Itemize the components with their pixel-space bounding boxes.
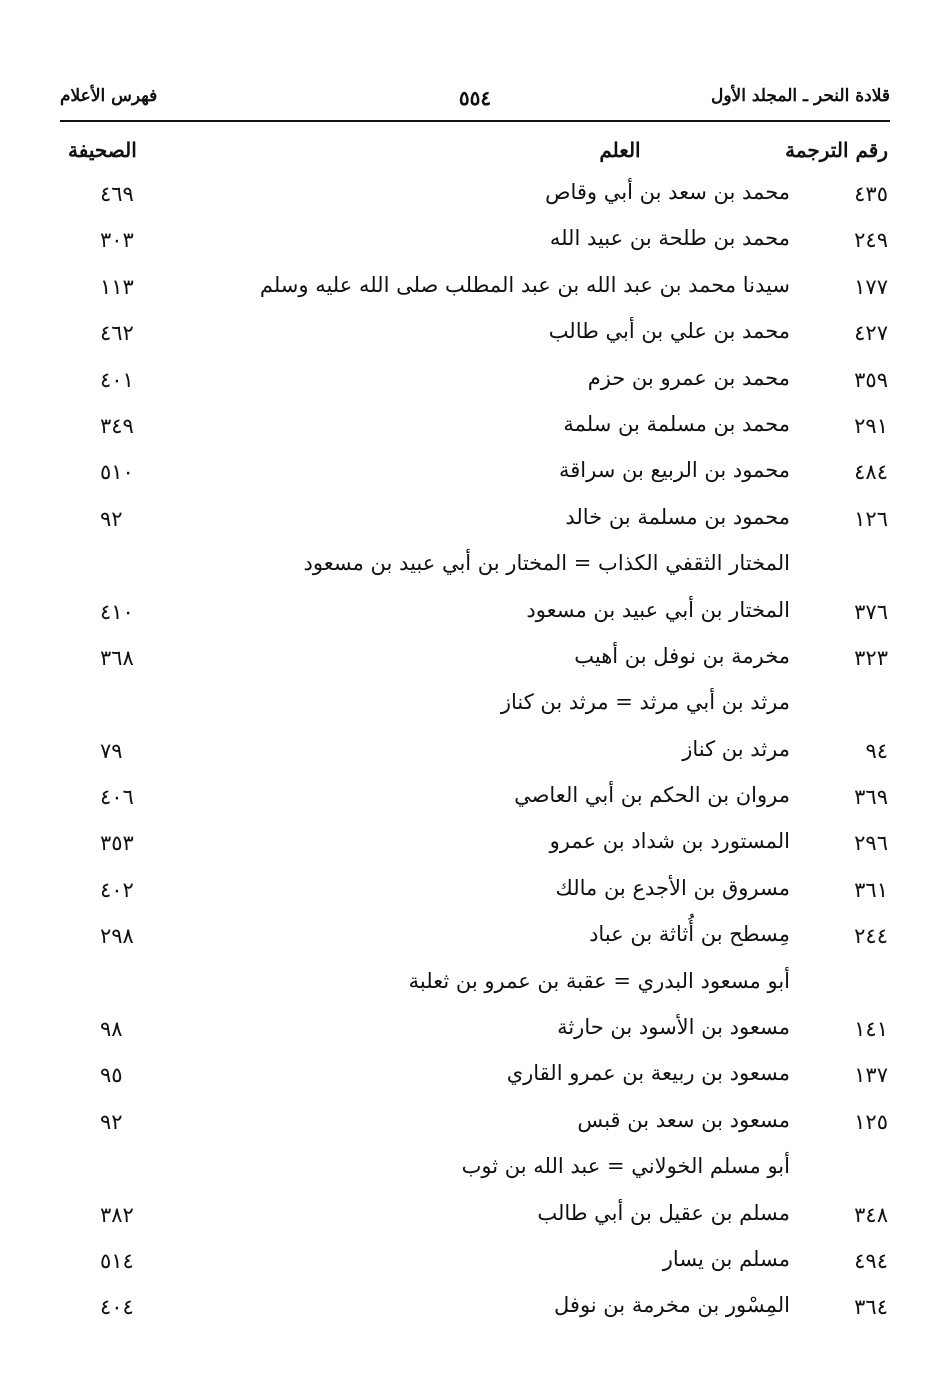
entry-name: سيدنا محمد بن عبد الله بن عبد المطلب صلى الله عليه وسلم: [259, 272, 790, 297]
index-entry: [0, 594, 950, 640]
entry-page: ٩٢: [100, 506, 123, 531]
entry-name: محمد بن طلحة بن عبيد الله: [549, 226, 790, 251]
entry-name: مسلم بن يسار: [662, 1246, 790, 1271]
index-entry: [0, 454, 950, 500]
index-entry: [0, 872, 950, 918]
entry-page: ٣٨٢: [100, 1202, 134, 1227]
entry-page: ٩٨: [100, 1017, 123, 1042]
entry-number: ٤٨٤: [854, 460, 888, 485]
index-entry: [0, 779, 950, 825]
entry-name: المستورد بن شداد بن عمرو: [549, 829, 790, 854]
entry-name: مسعود بن الأسود بن حارثة: [557, 1015, 790, 1040]
entry-name: محمود بن الربيع بن سراقة: [559, 458, 790, 483]
index-entry: [0, 825, 950, 871]
entry-name: مِسطح بن أُثاثة بن عباد: [589, 922, 790, 947]
entry-name: مروان بن الحكم بن أبي العاصي: [514, 783, 790, 808]
entry-name: أبو مسعود البدري = عقبة بن عمرو بن ثعلبة: [408, 968, 790, 993]
entry-name: محمد بن سعد بن أبي وقاص: [545, 180, 790, 204]
entry-number: ٢٩٦: [854, 831, 888, 856]
entry-name: المختار بن أبي عبيد بن مسعود: [526, 597, 790, 622]
entry-page: ٣٠٣: [100, 228, 134, 253]
entry-page: ٢٩٨: [100, 924, 134, 949]
entry-number: ٤٩٤: [854, 1248, 888, 1273]
header-rule: [60, 120, 890, 122]
index-entry: [0, 1197, 950, 1243]
entry-number: ١٧٧: [854, 274, 888, 299]
index-entry: [0, 1011, 950, 1057]
entry-number: ٣٤٨: [854, 1202, 888, 1227]
entry-name: أبو مسلم الخولاني = عبد الله بن ثوب: [461, 1154, 790, 1179]
entry-name: محمود بن مسلمة بن خالد: [565, 504, 790, 529]
index-entry: [0, 176, 950, 222]
entry-name: المِسْور بن مخرمة بن نوفل: [554, 1293, 790, 1318]
index-entry: [0, 501, 950, 547]
running-header: [60, 86, 890, 116]
entry-page: ٩٥: [100, 1063, 123, 1088]
page-number: ٥٥٤: [458, 86, 492, 110]
column-header-page: الصحيفة: [68, 138, 137, 162]
entry-page: ٤٠١: [100, 367, 134, 392]
index-entry: [0, 1104, 950, 1150]
entry-name: مسعود بن ربيعة بن عمرو القاري: [506, 1061, 790, 1086]
entry-name: محمد بن علي بن أبي طالب: [548, 319, 790, 344]
entry-number: ٣٥٩: [854, 367, 888, 392]
index-entry: [0, 408, 950, 454]
entry-number: ٩٤: [865, 738, 888, 763]
index-entry: [0, 918, 950, 964]
entry-page: ١١٣: [100, 274, 134, 299]
entry-name: مسروق بن الأجدع بن مالك: [555, 875, 790, 900]
entry-number: ٣٧٦: [854, 599, 888, 624]
entry-name: مسعود بن سعد بن قبس: [577, 1107, 790, 1132]
entry-number: ٢٩١: [854, 413, 888, 438]
entry-page: ٤٠٢: [100, 877, 134, 902]
entry-page: ٣٤٩: [100, 413, 134, 438]
entry-page: ٩٢: [100, 1109, 123, 1134]
index-entry: [0, 222, 950, 268]
column-header-number: رقم الترجمة: [785, 138, 888, 162]
entry-page: ٧٩: [100, 738, 123, 763]
index-entry: [0, 733, 950, 779]
entry-page: ٥١٤: [100, 1248, 134, 1273]
entry-page: ٤٦٢: [100, 321, 134, 346]
entry-number: ٤٢٧: [854, 321, 888, 346]
entry-page: ٤٠٦: [100, 785, 134, 810]
entry-number: ٣٦٤: [854, 1295, 888, 1320]
section-title: فهرس الأعلام: [60, 86, 158, 106]
entry-page: ٣٦٨: [100, 645, 134, 670]
entry-page: ٥١٠: [100, 460, 134, 485]
entry-number: ٢٤٩: [854, 228, 888, 253]
entry-name: محمد بن مسلمة بن سلمة: [563, 411, 790, 436]
entry-name: مخرمة بن نوفل بن أهيب: [574, 643, 790, 668]
entry-number: ٤٣٥: [854, 182, 888, 206]
entry-number: ١٢٥: [854, 1109, 888, 1134]
entry-number: ١٣٧: [854, 1063, 888, 1088]
book-title: قلادة النحر ـ المجلد الأول: [710, 86, 890, 106]
entry-number: ٢٤٤: [854, 924, 888, 949]
index-entry: [0, 965, 950, 1011]
index-entry: [0, 315, 950, 361]
entry-name: مرثد بن أبي مرثد = مرثد بن كناز: [500, 690, 790, 715]
index-entry: [0, 1289, 950, 1335]
entry-number: ٣٢٣: [854, 645, 888, 670]
column-header-name: العلم: [599, 138, 641, 162]
index-entry: [0, 640, 950, 686]
entry-name: المختار الثقفي الكذاب = المختار بن أبي عبيد بن مسعود: [303, 551, 790, 576]
entry-page: ٤٠٤: [100, 1295, 134, 1320]
entry-number: ٣٦١: [854, 877, 888, 902]
index-entry: [0, 547, 950, 593]
index-entry: [0, 686, 950, 732]
entry-name: محمد بن عمرو بن حزم: [587, 365, 790, 390]
index-entry: [0, 1057, 950, 1103]
entry-page: ٤٦٩: [100, 182, 134, 206]
index-entry: [0, 269, 950, 315]
index-entry: [0, 1150, 950, 1196]
index-entry: [0, 1243, 950, 1289]
entry-number: ١٢٦: [854, 506, 888, 531]
entry-name: مسلم بن عقيل بن أبي طالب: [537, 1200, 790, 1225]
index-entries: [0, 176, 950, 1336]
index-entry: [0, 362, 950, 408]
entry-number: ١٤١: [854, 1017, 888, 1042]
entry-page: ٣٥٣: [100, 831, 134, 856]
entry-name: مرثد بن كناز: [682, 736, 790, 761]
entry-number: ٣٦٩: [854, 785, 888, 810]
entry-page: ٤١٠: [100, 599, 134, 624]
